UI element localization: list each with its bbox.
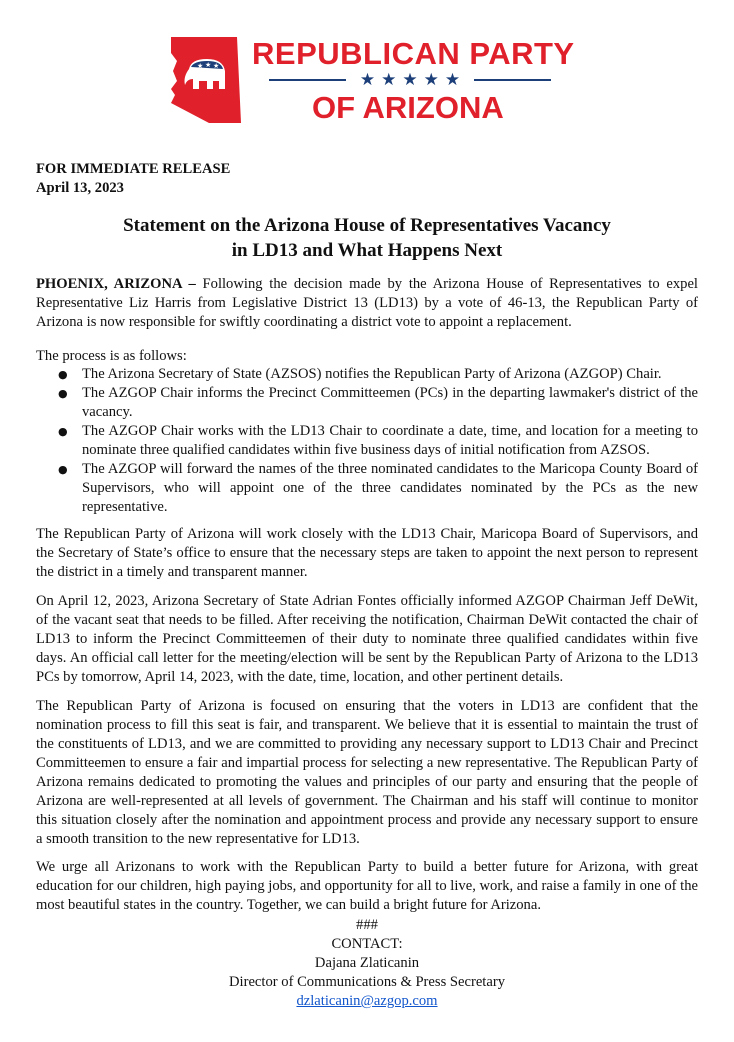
- logo-subtitle: OF ARIZONA: [312, 90, 504, 125]
- list-item: [58, 365, 698, 384]
- process-intro: The process is as follows:: [36, 348, 187, 364]
- list-item: [58, 422, 698, 460]
- dateline: PHOENIX, ARIZONA –: [36, 276, 196, 292]
- statement-title: [36, 213, 698, 263]
- logo-rule-right: [474, 79, 551, 81]
- list-item: [58, 460, 698, 517]
- list-item-text: The AZGOP Chair works with the LD13 Chair to coordinate a date, time, and location for a meeting to nominate three qualified candidates within five business days of initial notification from AZSOS.: [82, 423, 698, 458]
- closing-paragraph: We urge all Arizonans to work with the Republican Party to build a better future for Arizona, with great education for our children, high paying jobs, and opportunity for all to live, work, and raise a family in one of the most beautiful states in the country. Together, we can build a bright future for Arizona.: [36, 859, 698, 913]
- contact-email-link[interactable]: dzlaticanin@azgop.com: [296, 993, 438, 1009]
- arizona-state-elephant-icon: [167, 31, 247, 126]
- release-label: FOR IMMEDIATE RELEASE: [36, 161, 231, 177]
- notification-paragraph: On April 12, 2023, Arizona Secretary of State Adrian Fontes officially informed AZGOP Chairman Jeff DeWit, of the vacant seat that needs to be filled. After receiving the notification, Chairman DeWit contacted the chair of LD13 to inform the Precinct Committeemen of their duty to nominate three qualified candidates within five days. An official call letter for the meeting/election will be sent by the Republican Party of Arizona to the LD13 PCs by tomorrow, April 14, 2023, with the date, time, location, and other pertinent details.: [36, 593, 698, 685]
- svg-text:★: ★: [205, 61, 212, 69]
- intro-paragraph: [36, 275, 698, 332]
- contact-label: CONTACT:: [331, 936, 403, 952]
- coordination-paragraph: The Republican Party of Arizona will work closely with the LD13 Chair, Maricopa Board of Supervisors, and the Secretary of State’s office to ensure that the necessary steps are taken to appoint the next person to represent the district in a timely and transparent manner.: [36, 526, 698, 580]
- bullet-icon: ●: [58, 463, 68, 476]
- list-item-text: The AZGOP will forward the names of the three nominated candidates to the Maricopa County Board of Supervisors, who will appoint one of the three candidates nominated by the PCs as the new representative.: [82, 461, 698, 515]
- list-item-text: The AZGOP Chair informs the Precinct Committeemen (PCs) in the departing lawmaker's district of the vacancy.: [82, 385, 698, 420]
- logo-title: REPUBLICAN PARTY: [252, 36, 575, 71]
- logo-star-divider: [269, 69, 551, 91]
- party-logo: [167, 31, 575, 126]
- bullet-icon: ●: [58, 387, 68, 400]
- bullet-icon: ●: [58, 368, 68, 381]
- list-item-text: The Arizona Secretary of State (AZSOS) notifies the Republican Party of Arizona (AZGOP) Chair.: [82, 366, 662, 382]
- svg-text:★: ★: [213, 62, 220, 70]
- title-line-1: Statement on the Arizona House of Representatives Vacancy: [123, 215, 611, 236]
- intro-text: Following the decision made by the Arizona House of Representatives to expel Representative Liz Harris from Legislative District 13 (LD13) by a vote of 46-13, the Republican Party of Arizona is now responsible for swiftly coordinating a district vote to appoint a replacement.: [36, 276, 698, 330]
- commitment-paragraph: The Republican Party of Arizona is focused on ensuring that the voters in LD13 are confident that the nomination process to fill this seat is fair, and transparent. We believe that it is essential to maintain the trust of the constituents of LD13, and we are committed to providing any necessary support to LD13 Chair and Precinct Committeemen to ensure a fair and impartial process for selecting a new representative. The Republican Party of Arizona remains dedicated to promoting the values and principles of our party and ensuring that the people of Arizona are well-represented at all levels of government. The Chairman and his staff will continue to monitor this situation closely after the nomination and appointment process and provide any necessary support to ensure a smooth transition to the new representative for LD13.: [36, 698, 698, 847]
- release-header: [36, 160, 698, 198]
- release-date: April 13, 2023: [36, 180, 124, 196]
- contact-block: [36, 916, 698, 1011]
- title-line-2: in LD13 and What Happens Next: [231, 240, 503, 261]
- svg-text:★: ★: [197, 62, 204, 70]
- bullet-icon: ●: [58, 425, 68, 438]
- logo-rule-left: [269, 79, 346, 81]
- list-item: [58, 384, 698, 422]
- end-mark: ###: [356, 917, 378, 933]
- contact-name: Dajana Zlaticanin: [314, 955, 420, 971]
- process-list: [58, 365, 698, 517]
- contact-role: Director of Communications & Press Secretary: [229, 974, 505, 990]
- logo-stars: ★★★★★: [359, 70, 467, 90]
